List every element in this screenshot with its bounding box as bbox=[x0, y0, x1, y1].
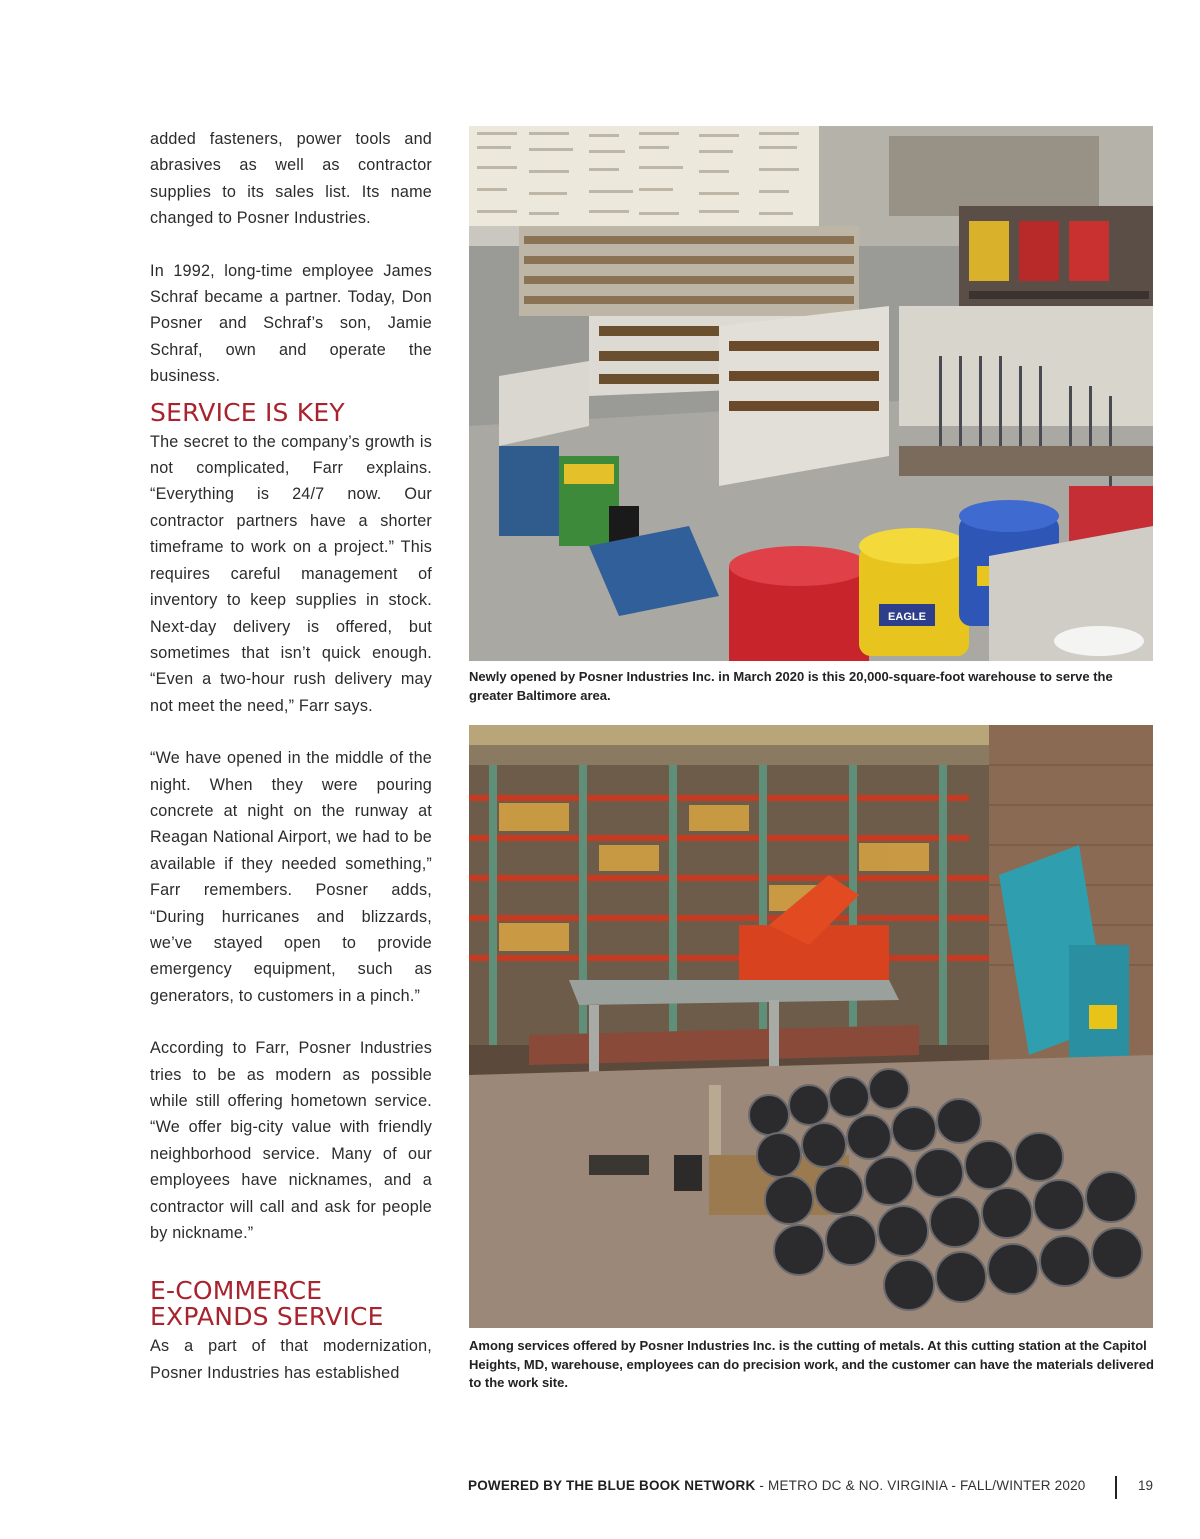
article-paragraph: “We have opened in the middle of the night. When they were pouring concrete at night on the runway at Reagan National Airport, we had to be available if they needed something,” Farr remembers. Posner adds, “During hurricanes and blizzards, we’ve stayed open to provide emergency equipment, such as generators, to customers in a pinch.” bbox=[150, 749, 432, 1005]
page-footer bbox=[468, 1478, 1085, 1500]
article-paragraph: According to Farr, Posner Industries tries to be as modern as possible while still offering hometown service. “We offer big-city value with friendly neighborhood service. Many of our employees have nicknames, and a contractor will call and ask for people by nickname.” bbox=[150, 1039, 432, 1243]
article-paragraph: added fasteners, power tools and abrasives as well as contractor supplies to its sales list. Its name changed to Posner Industries. bbox=[150, 130, 432, 228]
section-heading: SERVICE IS KEY bbox=[150, 397, 345, 427]
article-column bbox=[150, 126, 432, 1386]
section-heading-line: EXPANDS SERVICE bbox=[150, 1302, 384, 1332]
photo-caption: Among services offered by Posner Industries Inc. is the cutting of metals. At this cutting station at the Capitol Heights, MD, warehouse, employees can do precision work, and the customer can have the materials delivered to the work site. bbox=[469, 1338, 1154, 1390]
can-label: EAGLE bbox=[888, 611, 926, 623]
metal-cutting-photo bbox=[469, 725, 1153, 1328]
photo-caption: Newly opened by Posner Industries Inc. in March 2020 is this 20,000-square-foot warehouse to serve the greater Baltimore area. bbox=[469, 669, 1113, 703]
section-heading-line: E-COMMERCE bbox=[150, 1276, 323, 1306]
article-paragraph: In 1992, long-time employee James Schraf became a partner. Today, Don Posner and Schraf’s son, Jamie Schraf, own and operate the business. bbox=[150, 261, 432, 386]
footer-edition: - METRO DC & NO. VIRGINIA - FALL/WINTER 2020 bbox=[755, 1478, 1086, 1493]
footer-divider bbox=[1115, 1476, 1117, 1499]
article-paragraph: The secret to the company’s growth is not complicated, Farr explains. “Everything is 24/7 now. Our contractor partners have a shorter timeframe to work on a project.” This requires careful management of inventory to keep supplies in stock. Next-day delivery is offered, but sometimes that isn’t quick enough. “Even a two-hour rush delivery may not meet the need,” Farr says. bbox=[150, 432, 432, 715]
article-paragraph: As a part of that modernization, Posner Industries has established bbox=[150, 1337, 432, 1382]
section-heading bbox=[150, 1278, 432, 1330]
page-number: 19 bbox=[1138, 1478, 1154, 1493]
warehouse-store-photo bbox=[469, 126, 1153, 661]
footer-network: POWERED BY THE BLUE BOOK NETWORK bbox=[468, 1478, 756, 1493]
